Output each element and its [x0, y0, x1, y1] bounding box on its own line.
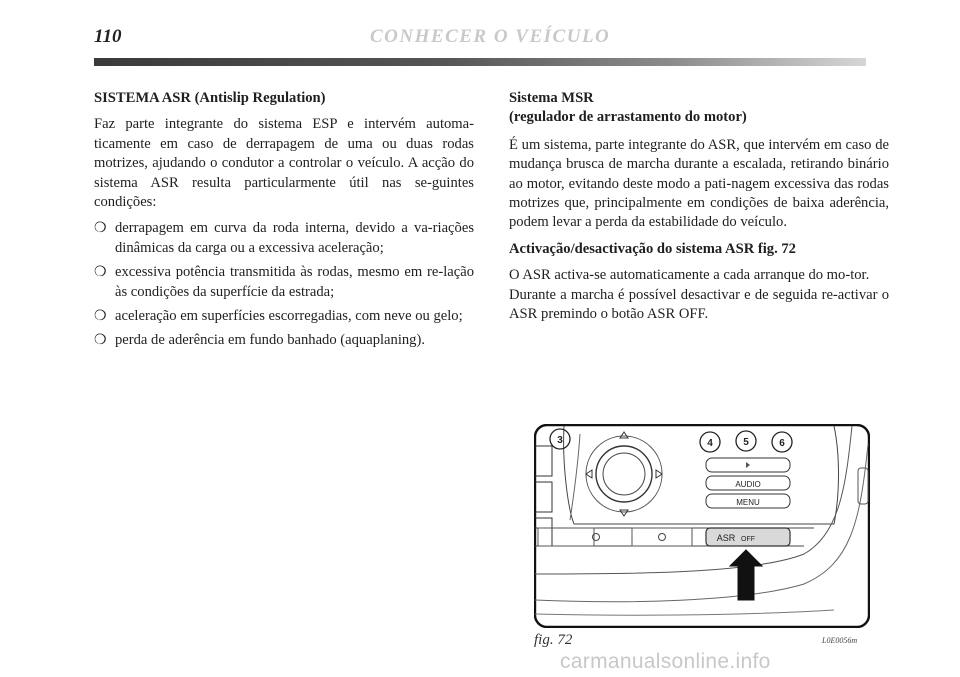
preset-label-5: 5: [743, 437, 749, 448]
asr-activation-heading: Activação/desactivação do sistema ASR fig. 72: [509, 240, 796, 257]
list-item: [94, 307, 474, 326]
asr-deactivation-paragraph: Durante a marcha é possível desactivar e de seguida re-activar o ASR premindo o botão ASR OFF.: [509, 286, 889, 323]
asr-intro: Faz parte integrante do sistema ESP e intervém automa-ticamente em caso de derrapagem de uma ou duas rodas motrizes, ajudando o condutor a controlar o veículo. A acção do sistema ASR resulta particularmente útil nas se-guintes condições:: [94, 116, 474, 211]
preset-label-3: 3: [557, 435, 563, 446]
asr-label: ASR: [716, 533, 736, 543]
header-rule: [94, 58, 866, 66]
list-item: [94, 331, 474, 350]
list-item: [94, 219, 474, 258]
msr-heading-line1: Sistema MSR: [509, 90, 594, 106]
msr-heading: [509, 89, 889, 128]
asr-conditions-list: [94, 219, 474, 350]
menu-label: MENU: [736, 498, 760, 507]
list-item-text: derrapagem em curva da roda interna, devido a va-riações dinâmicas da carga ou a excessiva aceleração;: [115, 220, 474, 256]
list-item-text: excessiva potência transmitida às rodas, mesmo em re-lação às condições da superfície da estrada;: [115, 264, 474, 300]
asr-heading: SISTEMA ASR (Antislip Regulation): [94, 90, 326, 106]
msr-heading-line2: (regulador de arrastamento do motor): [509, 109, 747, 126]
list-item-text: aceleração em superfícies escorregadias, com neve ou gelo;: [115, 308, 463, 325]
list-item: [94, 263, 474, 302]
running-title: CONHECER O VEÍCULO: [370, 26, 611, 47]
bullet-circle-icon: ❍: [94, 265, 107, 281]
preset-label-4: 4: [707, 438, 713, 449]
bullet-circle-icon: ❍: [94, 333, 107, 349]
preset-label-6: 6: [779, 438, 785, 449]
page-number: 110: [94, 26, 122, 47]
right-column: [509, 89, 889, 331]
bullet-circle-icon: ❍: [94, 309, 107, 325]
watermark: carmanualsonline.info: [560, 650, 771, 673]
asr-off-label: OFF: [741, 536, 755, 543]
bullet-circle-icon: ❍: [94, 221, 107, 237]
audio-label: AUDIO: [735, 480, 761, 489]
msr-paragraph: É um sistema, parte integrante do ASR, que intervém em caso de mudança brusca de marcha durante a escalada, retirando binário ao motor, evitando deste modo a pati-nagem excessiva das rodas motrizes que, principalmente em condições de baixa aderência, podem levar a perda da estabilidade do veículo.: [509, 136, 889, 231]
list-item-text: perda de aderência em fundo banhado (aquaplaning).: [115, 332, 425, 349]
dashboard-figure: [534, 424, 870, 628]
left-column: [94, 89, 474, 356]
figure-caption: fig. 72: [534, 632, 573, 648]
asr-activation-paragraph: O ASR activa-se automaticamente a cada arranque do mo-tor.: [509, 267, 870, 284]
figure-frame: [535, 425, 869, 627]
figure-code: L0E0056m: [822, 636, 858, 645]
